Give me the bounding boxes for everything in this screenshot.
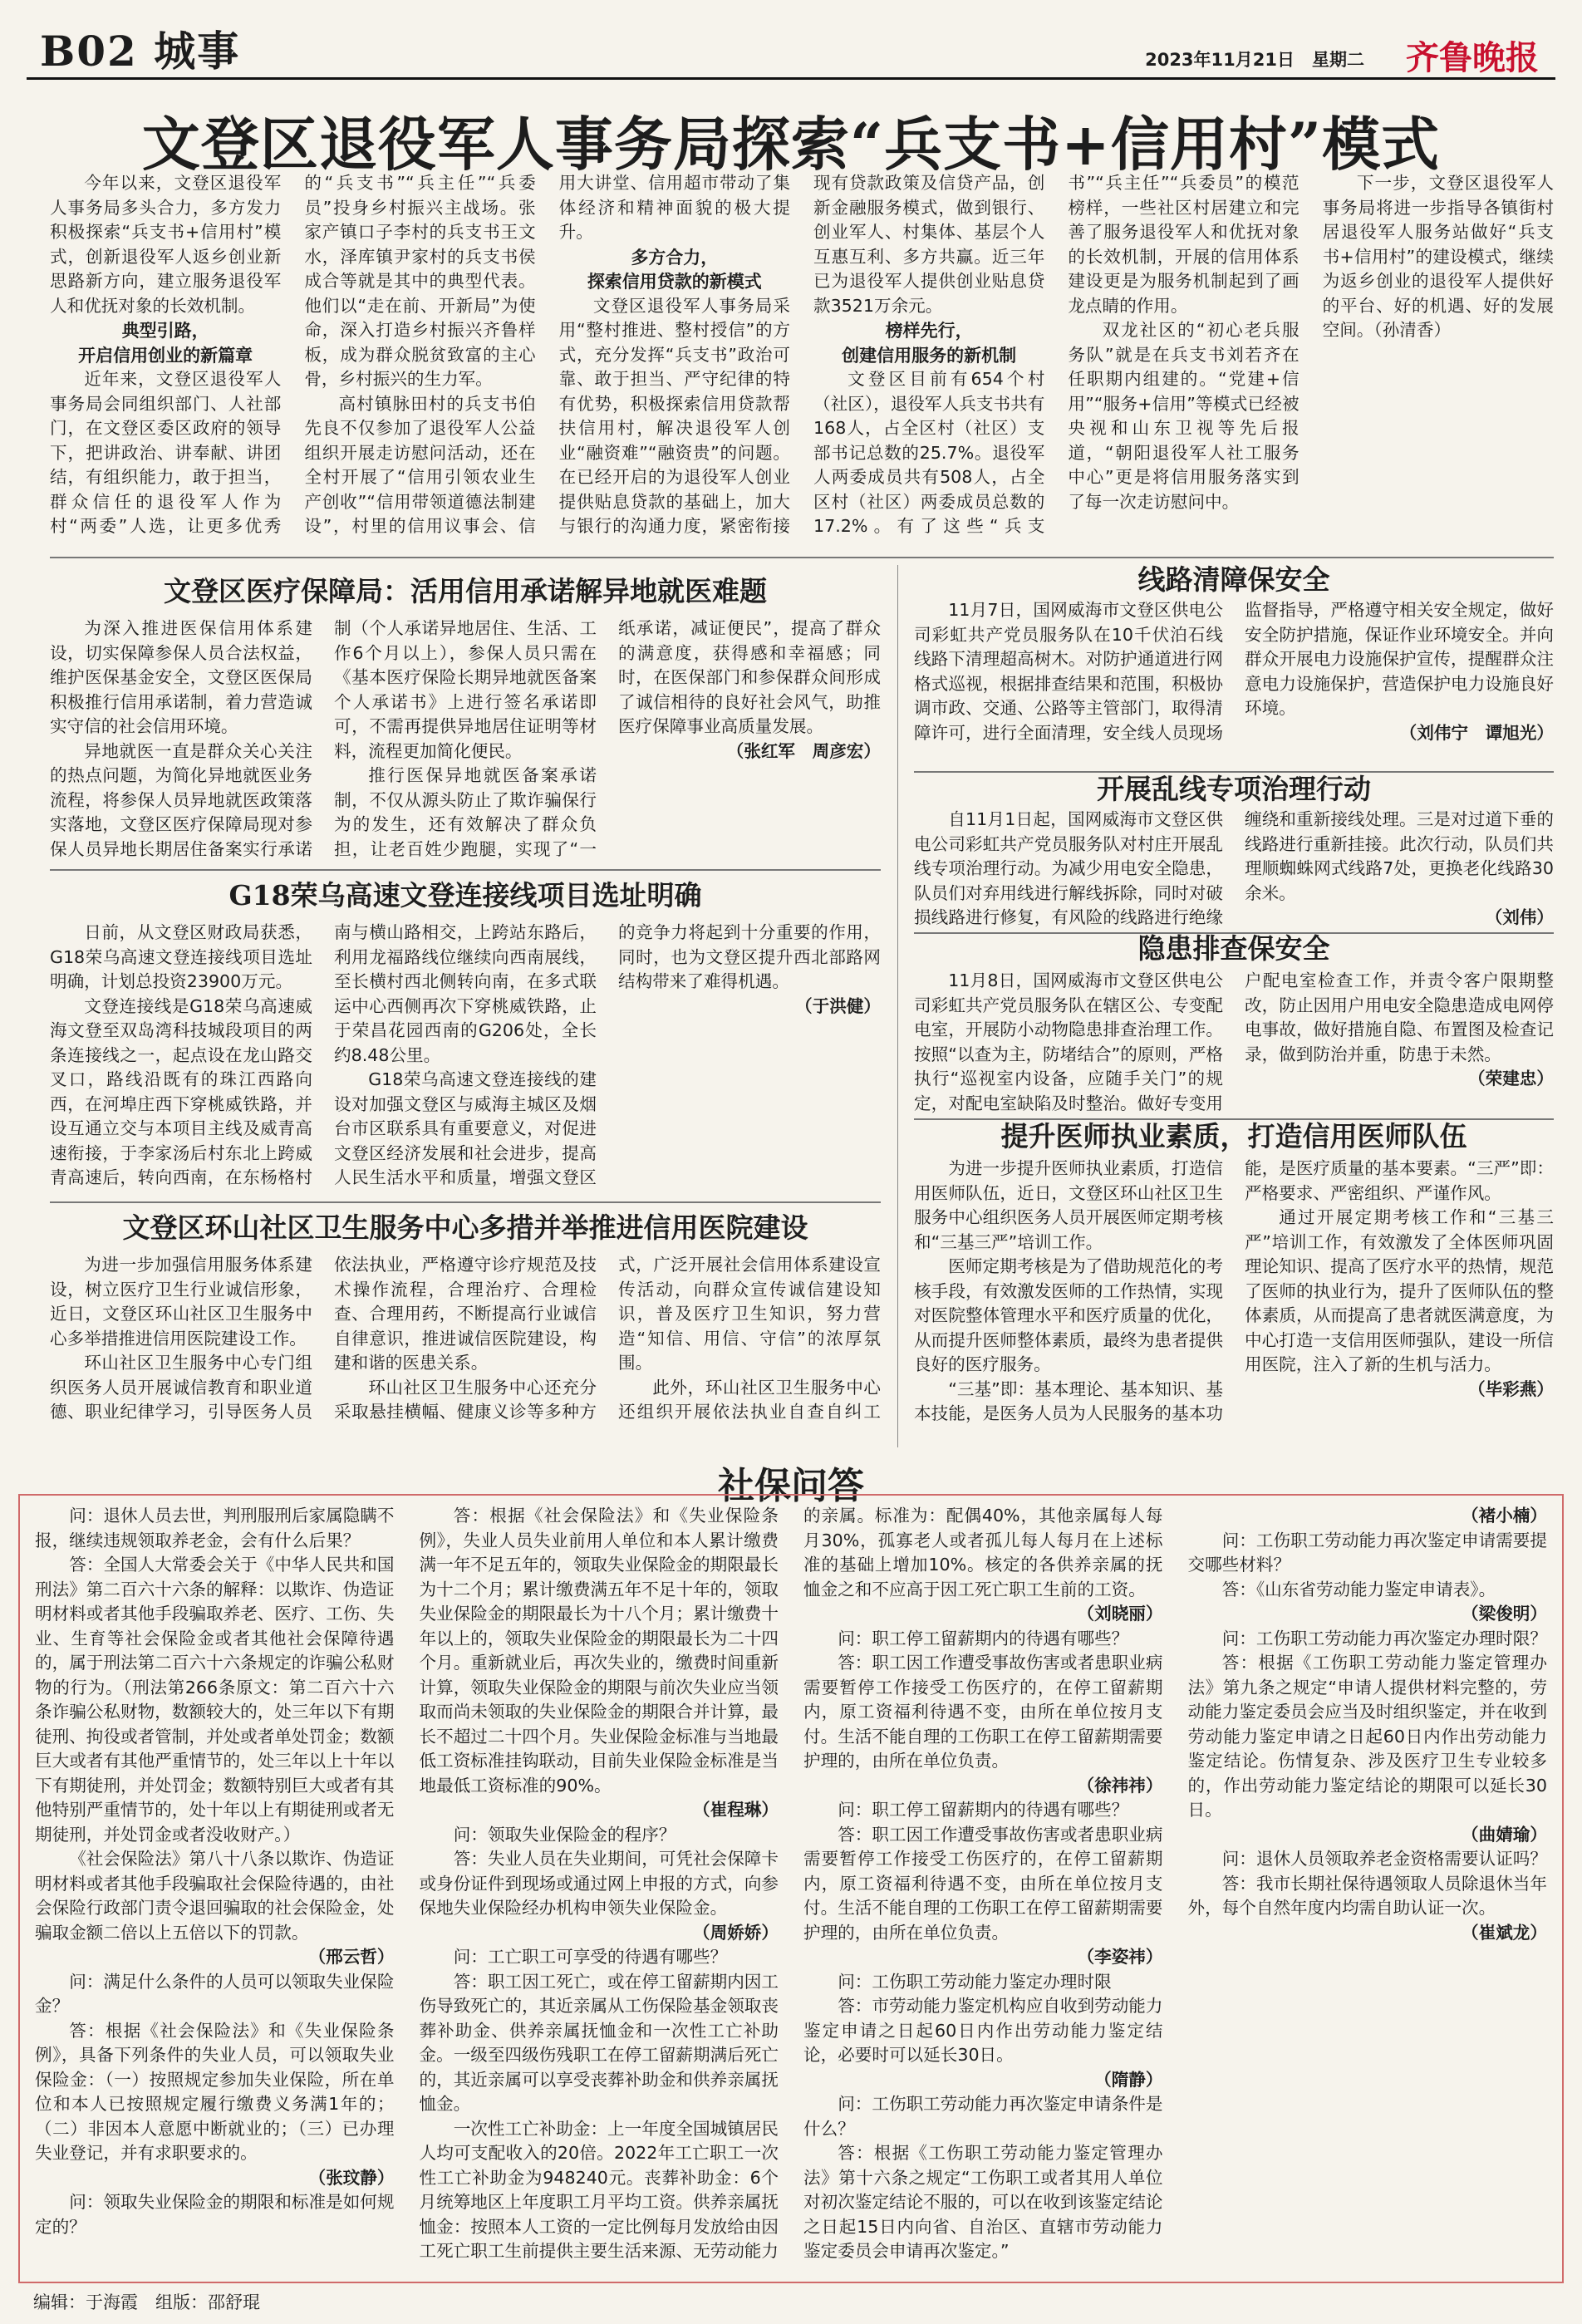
paragraph: 为深入推进医保信用体系建设，切实保障参保人员合法权益，维护医保基金安全，文登区医保局积极推行信用承诺制，着力营造诚实守信的社会信用环境。	[50, 618, 312, 736]
byline: （于洪健）	[795, 995, 881, 1016]
paragraph: 答：根据《工伤职工劳动能力鉴定管理办法》第十六条之规定“工伤职工或者其用人单位对初次鉴定结论不服的，可以在收到该鉴定结论之日起15日内向省、自治区、直辖市劳动能力鉴定委员会申请再次鉴定。”	[803, 2143, 1163, 2261]
paragraph: 问：职工停工留薪期内的待遇有哪些？	[838, 1628, 1129, 1648]
article-b-title: G18荣乌高速文登连接线项目选址明确	[228, 879, 702, 911]
issue-date: 2023年11月21日 星期二	[1145, 50, 1364, 70]
paragraph: 文登区目前有654个村（社区），退役军人兵支书共有168人，占全区村（社区）支部书记总数的25.7%。退役军人两委成员共有508人，占全区村（社区）两委成员总数的17.2%。有了这些“兵支书”“兵主任”“兵委员”的模范榜样，一些社区村居建立和完善了服务退役军人和优抚对象的长效机制，开展的信用体系建设更是为服务机制起到了画龙点睛的作用。	[813, 173, 1300, 536]
paragraph: 为进一步加强信用服务体系建设，树立医疗卫生行业诚信形象，近日，文登区环山社区卫生服务中心多举措推进信用医院建设工作。	[50, 1255, 312, 1349]
paragraph: 答：职工因工死亡，或在停工留薪期内因工伤导致死亡的，其近亲属从工伤保险基金领取丧葬补助金、供养亲属抚恤金和一次性工亡补助金。一级至四级伤残职工在停工留薪期满后死亡的，其近亲属可以享受丧葬补助金和供养亲属抚恤金。	[419, 1971, 779, 2114]
paragraph: 文登连接线是G18荣乌高速威海文登至双岛湾科技城段项目的两条连接线之一，起点设在龙山路交叉口，路线沿既有的珠江西路向西，在河埠庄西下穿桃威铁路，并设互通立交与本项目主线及威青高速衔接，于李家汤后村东北上跨威青高速后，转向西南，在东杨格村南与横山路相交，上跨站东路后，利用龙福路线位继续向西南展线，至长横村西北侧转向南，在多式联运中心西侧再次下穿桃威铁路，止于荣昌花园西南的G206处，全长约8.48公里。	[50, 922, 597, 1187]
divider	[50, 869, 881, 871]
paragraph: 环山社区卫生服务中心还充分采取悬挂横幅、健康义诊等多种方式，广泛开展社会信用体系建设宣传活动，向群众宣传诚信建设知识，普及医疗卫生知识，努力营造“知信、用信、守信”的浓厚氛围。	[334, 1255, 881, 1422]
paragraph: 为进一步提升医师执业素质，打造信用医师队伍，近日，文登区环山社区卫生服务中心组织医务人员开展医师定期考核和“三基三严”培训工作。	[914, 1158, 1223, 1252]
subheading	[813, 318, 1044, 367]
qa-signature: （周娇娇）	[693, 1922, 779, 1943]
article-e-title: 开展乱线专项治理行动	[1097, 773, 1371, 805]
qa-signature: （徐祎祎）	[1077, 1775, 1163, 1796]
qa-signature: （隋静）	[1094, 2069, 1163, 2090]
article-c-body	[50, 1253, 881, 1447]
article-d-title: 线路清障保安全	[1137, 563, 1330, 596]
page-footer: 编辑：于海霞 组版：邵舒琨	[33, 2292, 260, 2312]
qa-section-title: 社保问答	[718, 1465, 864, 1507]
article-c-title: 文登区环山社区卫生服务中心多措并举推进信用医院建设	[122, 1211, 808, 1244]
paragraph: 高村镇脉田村的兵支书伯先良不仅参加了退役军人公益组织开展走访慰问活动，还在全村开展了“信用引领农业生产创收”“信用带领道德法制建设”，村里的信用议事会、信用大讲堂、信用超市带动了集体经济和精神面貌的极大提升。	[304, 173, 790, 536]
paragraph: 答：我市长期社保待遇领取人员除退休当年外，每个自然年度内均需自助认证一次。	[1187, 1873, 1547, 1918]
paragraph: 问：领取失业保险金的期限和标准是如何规定的？	[35, 2192, 395, 2237]
qa-signature: （崔程琳）	[693, 1800, 779, 1820]
paragraph: G18荣乌高速文登连接线的建设对加强文登区与威海主城区及烟台市区联系具有重要意义，对促进文登区经济发展和社会进步，提高人民生活水平和质量，增强文登区的竞争力将起到十分重要的作用，同时，也为文登区提升西北部路网结构带来了难得机遇。	[334, 922, 881, 1187]
paragraph: 问：工伤职工劳动能力再次鉴定办理时限？	[1221, 1628, 1547, 1648]
paragraph: 异地就医一直是群众关心关注的热点问题，为简化异地就医业务流程，将参保人员异地就医政策落实落地，文登区医疗保障局现对参保人员异地长期居住备案实行承诺制（个人承诺异地居住、生活、工作6个月以上），参保人员只需在《基本医疗保险长期异地就医备案个人承诺书》上进行签名承诺即可，不需再提供异地居住证明等材料，流程更加简化便民。	[50, 618, 597, 859]
paragraph: 一次性工亡补助金：上一年度全国城镇居民人均可支配收入的20倍。2022年工亡职工一次性工亡补助金为948240元。丧葬补助金：6个月统筹地区上年度职工月平均工资。供养亲属抚恤金：按照本人工资的一定比例每月发放给由因工死亡职工生前提供主要生活来源、无劳动能力的亲属。标准为：配偶40%，其他亲属每人每月30%，孤寡老人或者孤儿每人每月在上述标准的基础上增加10%。核定的各供养亲属的抚恤金之和不应高于因工死亡职工生前的工资。	[419, 1506, 1163, 2261]
paragraph: 11月8日，国网威海市文登区供电公司彩虹共产党员服务队在辖区公、专变配电室，开展防小动物隐患排查治理工作。按照“以查为主，防堵结合”的原则，严格执行“巡视室内设备，应随手关门”的规定，对配电室缺陷及时整治。做好专变用户配电室检查工作，并责令客户限期整改，防止因用户用电安全隐患造成电网停电事故，做好措施自隐、布置图及检查记录，做到防治并重，防患于未然。	[914, 970, 1554, 1113]
paragraph: 近年来，文登区退役军人事务局会同组织部门、人社部门，在文登区委区政府的领导下，把讲政治、讲奉献、讲团结，有组织能力，敢于担当，群众信任的退役军人作为村“两委”人选，让更多优秀的“兵支书”“兵主任”“兵委员”投身乡村振兴主战场。张家产镇口子李村的兵支书王文水，泽库镇尹家村的兵支书侯成合等就是其中的典型代表。他们以“走在前、开新局”为使命，深入打造乡村振兴齐鲁样板，成为群众脱贫致富的主心骨，乡村振兴的生力军。	[50, 173, 536, 536]
page-header	[27, 15, 1555, 80]
article-b-body	[50, 921, 881, 1196]
byline: （张红军 周彦宏）	[726, 740, 881, 761]
paragraph: 环山社区卫生服务中心专门组织医务人员开展诚信教育和职业道德、职业纪律学习，引导医务人员依法执业，严格遵守诊疗规范及技术操作流程，合理治疗、合理检查、合理用药，不断提高行业诚信自律意识，推进诚信医院建设，构建和谐的医患关系。	[50, 1255, 597, 1422]
paragraph: 答：市劳动能力鉴定机构应自收到劳动能力鉴定申请之日起60日内作出劳动能力鉴定结论，必要时可以延长30日。	[803, 1996, 1163, 2065]
subheading-line: 多方合力，	[631, 246, 719, 268]
qa-signature: （崔斌龙）	[1462, 1922, 1547, 1943]
qa-signature: （李姿祎）	[1077, 1947, 1163, 1967]
article-g-body	[914, 1157, 1554, 1447]
qa-signature: （曲婧瑜）	[1462, 1824, 1547, 1845]
paragraph: 医师定期考核是为了借助规范化的考核手段，有效激发医师的工作热情，实现对医院整体管理水平和医疗质量的优化，从而提升医师整体素质，最终为患者提供良好的医疗服务。	[914, 1256, 1223, 1374]
paragraph: 问：退休人员去世，判刑服刑后家属隐瞒不报，继续违规领取养老金，会有什么后果？	[35, 1506, 395, 1550]
article-f-body	[914, 969, 1554, 1117]
paragraph: 自11月1日起，国网威海市文登区供电公司彩虹共产党员服务队对村庄开展乱线专项治理行动。为减少用电安全隐患，队员们对弃用线进行解线拆除，同时对破损线路进行修复，有风险的线路进行绝缘缠绕和重新接线处理。三是对过道下垂的线路进行重新挂接。此次行动，队员们共理顺蜘蛛网式线路7处，更换老化线路30余米。	[914, 809, 1554, 927]
lead-article	[50, 171, 1554, 552]
paragraph: 推行医保异地就医备案承诺制，不仅从源头防止了欺诈骗保行为的发生，还有效解决了群众负担，让老百姓少跑腿，实现了“一纸承诺，减证便民”，提高了群众的满意度，获得感和幸福感；同时，在医保部门和参保群众间形成了诚信相待的良好社会风气，助推医疗保障事业高质量发展。	[334, 618, 881, 859]
qa-signature: （邢云哲）	[308, 1947, 395, 1967]
byline: （荣建忠）	[1468, 1069, 1554, 1088]
subheading-line: 榜样先行，	[885, 320, 973, 341]
paragraph: 答：职工因工作遭受事故伤害或者患职业病需要暂停工作接受工伤医疗的，在停工留薪期内，原工资福利待遇不变，由所在单位按月支付。生活不能自理的工伤职工在停工留薪期需要护理的，由所在单位负责。	[803, 1653, 1163, 1771]
paragraph: 11月7日，国网威海市文登区供电公司彩虹共产党员服务队在10千伏泊石线线路下清理超高树木。对防护通道进行网格式巡视，根据排查结果和范围，积极协调市政、交通、公路等主管部门，取得清障许可，进行全面清理，安全线人员现场监督指导，严格遵守相关安全规定，做好安全防护措施，保证作业环境安全。并向群众开展电力设施保护宣传，提醒群众注意电力设施保护，营造保护电力设施良好环境。	[914, 600, 1554, 743]
paragraph: 答：根据《工伤职工劳动能力鉴定管理办法》第九条之规定“申请人提供材料完整的，劳动能力鉴定委员会应当及时组织鉴定，并在收到劳动能力鉴定申请之日起60日内作出劳动能力鉴定结论。伤情复杂、涉及医疗卫生专业较多的，作出劳动能力鉴定结论的期限可以延长30日。	[1187, 1653, 1547, 1820]
subheading-line: 开启信用创业的新篇章	[78, 344, 253, 366]
column-divider	[897, 565, 898, 1447]
paragraph: 《社会保险法》第八十八条以欺诈、伪造证明材料或者其他手段骗取社会保险待遇的，由社会保险行政部门责令退回骗取的社会保险金，处骗取金额二倍以上五倍以下的罚款。	[35, 1849, 395, 1943]
qa-body	[35, 1504, 1547, 2273]
paragraph: “三基”即：基本理论、基本知识、基本技能，是医务人员为人民服务的基本功能，是医疗质量的基本要素。“三严”即：严格要求、严密组织、严谨作风。	[914, 1158, 1554, 1423]
subheading-line: 典型引路，	[121, 320, 209, 341]
article-e-body	[914, 808, 1554, 931]
byline: （刘伟宁 谭旭光）	[1399, 722, 1554, 743]
qa-signature: （张玟静）	[308, 2167, 395, 2188]
section-label: B02 城事	[40, 27, 241, 76]
paragraph: 今年以来，文登区退役军人事务局多头合力，多方发力积极探索“兵支书+信用村”模式，创新退役军人返乡创业新思路新方向，建立服务退役军人和优抚对象的长效机制。	[50, 173, 282, 316]
paragraph: 问：工伤职工劳动能力再次鉴定申请需要提交哪些材料？	[1187, 1530, 1547, 1575]
article-a-body	[50, 617, 881, 862]
subheading-line: 探索信用贷款的新模式	[587, 271, 762, 292]
qa-signature: （梁俊明）	[1462, 1604, 1547, 1624]
paragraph: 问：退休人员领取养老金资格需要认证吗？	[1221, 1849, 1547, 1869]
paragraph: 日前，从文登区财政局获悉，G18荣乌高速文登连接线项目选址明确，计划总投资23900万元。	[50, 922, 312, 991]
paragraph: 文登区退役军人事务局采用“整村推进、整村授信”的方式，充分发挥“兵支书”政治可靠、敢于担当、严守纪律的特有优势，积极探索信用贷款帮扶信用村，解决退役军人创业“融资难”“融资贵”的问题。在已经开启的为退役军人创业提供贴息贷款的基础上，加大与银行的沟通力度，紧密衔接现有贷款政策及信贷产品，创新金融服务模式，做到银行、创业军人、村集体、基层个人互惠互利、多方共赢。近三年已为退役军人提供创业贴息贷款3521万余元。	[558, 173, 1045, 536]
paragraph: 答：失业人员在失业期间，可凭社会保障卡或身份证件到现场或通过网上申报的方式，向参保地失业保险经办机构申领失业保险金。	[419, 1849, 779, 1918]
article-f-title: 隐患排查保安全	[1137, 932, 1330, 965]
qa-signature: （刘晓丽）	[1077, 1604, 1163, 1624]
paragraph: 问：满足什么条件的人员可以领取失业保险金？	[35, 1971, 395, 2016]
paragraph: 问：领取失业保险金的程序？	[453, 1824, 676, 1845]
paragraph: 答：《山东省劳动能力鉴定申请表》。	[1221, 1579, 1496, 1599]
subheading	[50, 318, 281, 367]
paragraph: 问：职工停工留薪期内的待遇有哪些？	[838, 1800, 1129, 1820]
byline: （毕彩燕）	[1468, 1378, 1554, 1399]
article-g-title: 提升医师执业素质，打造信用医师队伍	[1000, 1120, 1467, 1152]
paragraph: 答：全国人大常委会关于《中华人民共和国刑法》第二百六十六条的解释：以欺诈、伪造证明材料或者其他手段骗取养老、医疗、工伤、失业、生育等社会保险金或者其他社会保障待遇的，属于刑法第二百六十六条规定的诈骗公私财物的行为。（刑法第266条原文：第二百六十六条诈骗公私财物，数额较大的，处三年以下有期徒刑、拘役或者管制，并处或者单处罚金；数额巨大或者有其他严重情节的，处三年以上十年以下有期徒刑，并处罚金；数额特别巨大或者有其他特别严重情节的，处十年以上有期徒刑或者无期徒刑，并处罚金或者没收财产。）	[35, 1555, 395, 1845]
paragraph: 答：根据《社会保险法》和《失业保险条例》，具备下列条件的失业人员，可以领取失业保险金：（一）按照规定参加失业保险，所在单位和本人已按照规定履行缴费义务满1年的；（二）非因本人意愿中断就业的；（三）已办理失业登记，并有求职要求的。	[35, 2020, 395, 2163]
divider	[50, 557, 1554, 558]
divider	[50, 1201, 881, 1203]
paragraph: 问：工伤职工劳动能力鉴定办理时限	[838, 1971, 1112, 1992]
qa-box	[18, 1494, 1564, 2283]
paragraph: 此外，环山社区卫生服务中心还组织开展依法执业自查自纠工	[618, 1377, 881, 1422]
paragraph: 答：根据《社会保险法》和《失业保险条例》，失业人员失业前用人单位和本人累计缴费满一年不足五年的，领取失业保险金的期限最长为十二个月；累计缴费满五年不足十年的，领取失业保险金的期限最长为十八个月；累计缴费十年以上的，领取失业保险金的期限最长为二十四个月。重新就业后，再次失业的，缴费时间重新计算，领取失业保险金的期限与前次失业应当领取而尚未领取的失业保险金的期限合并计算，最长不超过二十四个月。失业保险金标准与当地最低工资标准挂钩联动，目前失业保险金标准是当地最低工资标准的90%。	[419, 1506, 779, 1796]
paragraph: 双龙社区的“初心老兵服务队”就是在兵支书刘若齐在任职期内组建的。“党建+信用”“服务+信用”等模式已经被央视和山东卫视等先后报道，“朝阳退役军人社工服务中心”更是将信用服务落实到了每一次走访慰问中。	[1068, 320, 1300, 512]
article-d-body	[914, 598, 1554, 769]
paragraph: 通过开展定期考核工作和“三基三严”培训工作，有效激发了全体医师巩固理论知识、提高了医疗水平的热情，规范了医师的执业行为，提升了医师队伍的整体素质，从而提高了患者就医满意度，为中心打造一支信用医师强队，建设一所信用医院，注入了新的生机与活力。	[1245, 1207, 1554, 1374]
article-a-title: 文登区医疗保障局：活用信用承诺解异地就医难题	[164, 575, 767, 607]
paragraph: 问：工亡职工可享受的待遇有哪些？	[453, 1947, 728, 1967]
paragraph: 答：职工因工作遭受事故伤害或者患职业病需要暂停工作接受工伤医疗的，在停工留薪期内，原工资福利待遇不变，由所在单位按月支付。生活不能自理的工伤职工在停工留薪期需要护理的，由所在单位负责。	[803, 1824, 1163, 1943]
paragraph: 问：工伤职工劳动能力再次鉴定申请条件是什么？	[803, 2094, 1163, 2139]
newspaper-logo: 齐鲁晚报	[1406, 38, 1539, 77]
main-headline: 文登区退役军人事务局探索“兵支书+信用村”模式	[141, 110, 1441, 179]
subheading-line: 创建信用服务的新机制	[842, 344, 1017, 366]
subheading	[559, 245, 790, 294]
paragraph: 下一步，文登区退役军人事务局将进一步指导各镇街村居退役军人服务站做好“兵支书+信用村”的建设模式，继续为返乡创业的退役军人提供好的平台、好的机遇、好的发展空间。（孙清香）	[1322, 173, 1554, 340]
byline: （刘伟）	[1485, 907, 1554, 927]
qa-signature: （褚小楠）	[1462, 1506, 1547, 1526]
